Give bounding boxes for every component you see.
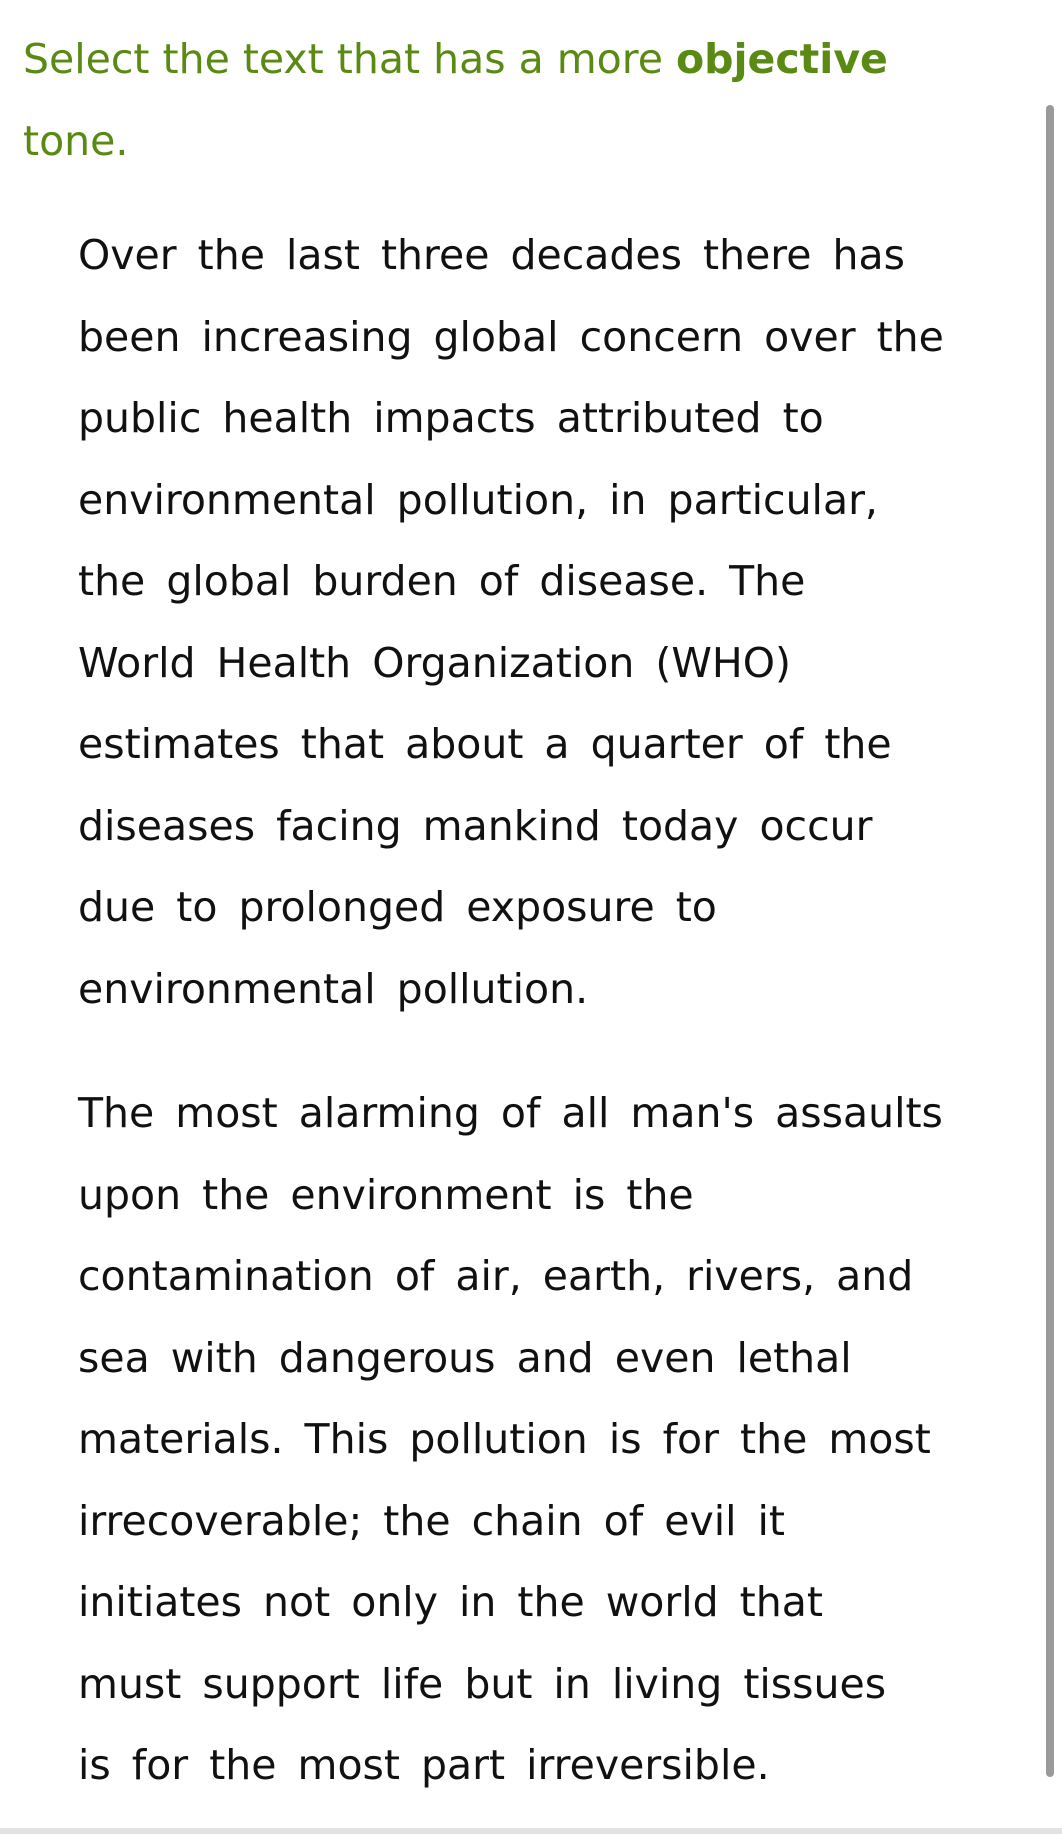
answer-choice-1[interactable] (74, 215, 1012, 1030)
question-prompt (23, 18, 983, 182)
vertical-scrollbar[interactable] (1046, 105, 1054, 1777)
answer-choice-text: The most alarming of all man's assaults upon the environment is the contamination of air, earth, rivers, and sea with dangerous and even lethal materials. This pollution is for the most irrecoverable; the chain of evil it initiates not only in the world that must support life but in living tissues is for the most part irreversible. (78, 1089, 943, 1789)
question-prefix: Select the text that has a more (23, 35, 676, 83)
bottom-divider (0, 1828, 1062, 1834)
answer-choice-text: Over the last three decades there has been increasing global concern over the public health impacts attributed to environmental pollution, in particular, the global burden of disease. The World Health Organization (WHO) estimates that about a quarter of the diseases facing mankind today occur due to prolonged exposure to environmental pollution. (78, 231, 944, 1013)
answer-choice-2[interactable] (74, 1073, 1012, 1807)
question-suffix: tone. (23, 117, 129, 165)
question-emphasis: objective (675, 35, 888, 83)
